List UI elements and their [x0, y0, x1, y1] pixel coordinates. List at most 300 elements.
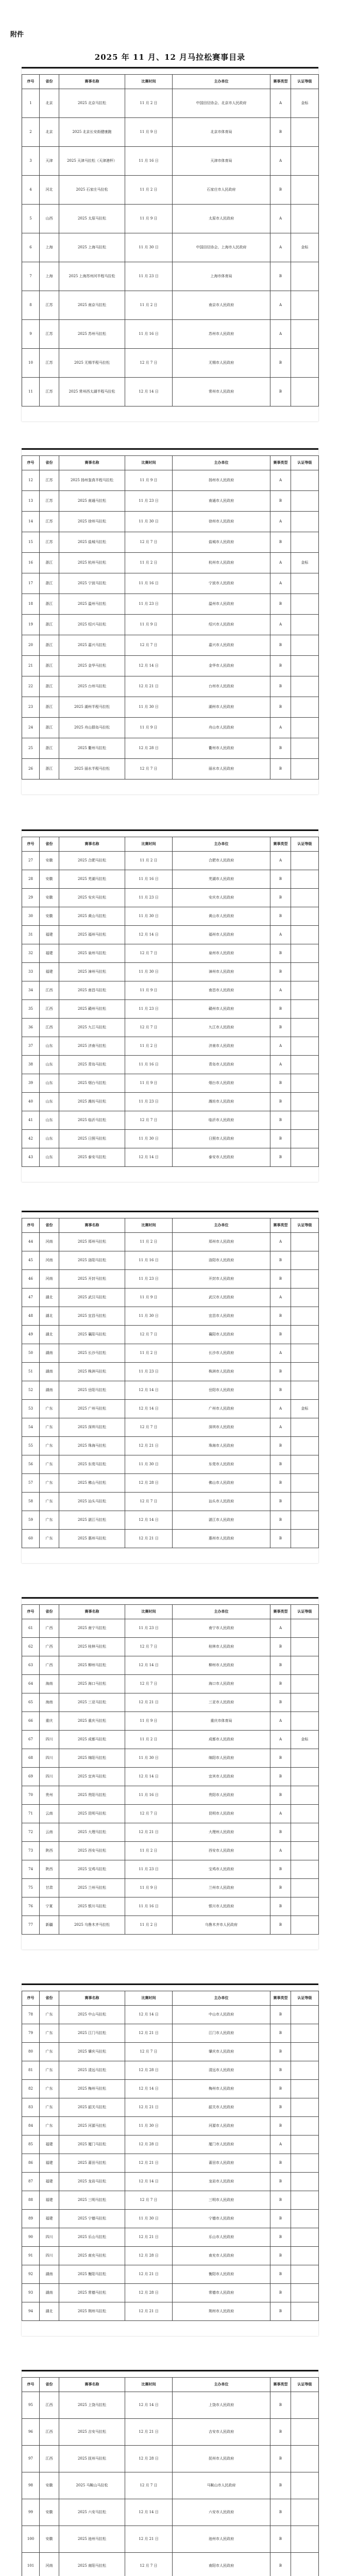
- cell-date: 12 月 7 日: [125, 1805, 173, 1823]
- cell-no: 63: [22, 1656, 40, 1675]
- table-row: [22, 1074, 319, 1093]
- column-header-name: 赛事名称: [59, 1605, 125, 1619]
- cell-no: 12: [22, 470, 40, 491]
- table-row: [22, 2024, 319, 2043]
- cell-date: 11 月 9 日: [125, 470, 173, 491]
- table-row: [22, 2284, 319, 2302]
- cell-level: [291, 1037, 319, 1056]
- page-top-rule: [22, 1984, 318, 1985]
- cell-date: 12 月 28 日: [125, 2446, 173, 2472]
- cell-date: 12 月 14 日: [125, 1656, 173, 1675]
- cell-organizer: 北京市体育局: [173, 118, 270, 147]
- cell-date: 12 月 21 日: [125, 2419, 173, 2446]
- cell-type: B: [270, 2472, 291, 2499]
- cell-province: 福建: [40, 944, 59, 963]
- cell-province: 湖南: [40, 1363, 59, 1381]
- cell-no: 23: [22, 697, 40, 718]
- cell-date: 11 月 23 日: [125, 1619, 173, 1638]
- cell-province: 四川: [40, 2228, 59, 2247]
- cell-province: 江苏: [40, 320, 59, 349]
- cell-level: [291, 2265, 319, 2284]
- cell-no: 59: [22, 1511, 40, 1530]
- cell-organizer: 龙岩市人民政府: [173, 2173, 270, 2191]
- cell-name: 2025 衢州马拉松: [59, 738, 125, 759]
- table-row: [22, 1289, 319, 1307]
- cell-type: B: [270, 656, 291, 676]
- cell-date: 11 月 9 日: [125, 1879, 173, 1897]
- cell-name: 2025 洛阳马拉松: [59, 1251, 125, 1270]
- cell-date: 12 月 7 日: [125, 635, 173, 656]
- cell-type: B: [270, 1879, 291, 1897]
- cell-date: 12 月 14 日: [125, 2006, 173, 2024]
- column-header-level: 认证等级: [291, 75, 319, 89]
- cell-name: 2025 金华马拉松: [59, 656, 125, 676]
- table-row: [22, 1897, 319, 1916]
- cell-organizer: 南京市人民政府: [173, 291, 270, 320]
- table-header-row: [22, 75, 319, 89]
- cell-level: [291, 2024, 319, 2043]
- column-header-type: 赛事类型: [270, 2378, 291, 2392]
- cell-level: [291, 2136, 319, 2154]
- cell-name: 2025 韶关马拉松: [59, 2098, 125, 2117]
- cell-province: 福建: [40, 2210, 59, 2228]
- cell-level: 金标: [291, 1731, 319, 1749]
- cell-level: [291, 1786, 319, 1805]
- table-row: [22, 1111, 319, 1130]
- cell-type: B: [270, 1493, 291, 1511]
- cell-no: 91: [22, 2247, 40, 2265]
- column-header-type: 赛事类型: [270, 75, 291, 89]
- table-row: [22, 1400, 319, 1418]
- cell-province: 安徽: [40, 2499, 59, 2526]
- cell-name: 2025 池州马拉松: [59, 2526, 125, 2553]
- column-header-organizer: 主办单位: [173, 1605, 270, 1619]
- cell-province: 浙江: [40, 718, 59, 738]
- cell-level: [291, 1916, 319, 1935]
- cell-level: [291, 1233, 319, 1251]
- cell-no: 96: [22, 2419, 40, 2446]
- page-top-rule: [22, 1597, 318, 1599]
- cell-type: A: [270, 553, 291, 573]
- cell-level: [291, 738, 319, 759]
- cell-date: 12 月 14 日: [125, 656, 173, 676]
- cell-type: B: [270, 1823, 291, 1842]
- cell-date: 11 月 16 日: [125, 1786, 173, 1805]
- cell-no: 48: [22, 1307, 40, 1326]
- table-row: [22, 1786, 319, 1805]
- cell-province: 江西: [40, 2446, 59, 2472]
- table-row: [22, 2043, 319, 2061]
- cell-organizer: 江门市人民政府: [173, 2024, 270, 2043]
- cell-level: [291, 1768, 319, 1786]
- cell-name: 2025 南宁马拉松: [59, 1619, 125, 1638]
- table-row: [22, 2265, 319, 2284]
- cell-type: A: [270, 573, 291, 594]
- cell-type: B: [270, 1148, 291, 1167]
- cell-province: 江苏: [40, 491, 59, 512]
- cell-name: 2025 珠海马拉松: [59, 1437, 125, 1455]
- cell-province: 甘肃: [40, 1879, 59, 1897]
- column-header-province: 省份: [40, 837, 59, 852]
- cell-name: 2025 梅州马拉松: [59, 2080, 125, 2098]
- cell-province: 云南: [40, 1823, 59, 1842]
- cell-province: 河南: [40, 2553, 59, 2576]
- cell-province: 浙江: [40, 738, 59, 759]
- cell-no: 10: [22, 349, 40, 378]
- cell-province: 广东: [40, 1511, 59, 1530]
- cell-organizer: 湖州市人民政府: [173, 697, 270, 718]
- cell-level: 金标: [291, 89, 319, 118]
- cell-province: 江苏: [40, 349, 59, 378]
- column-header-level: 认证等级: [291, 1605, 319, 1619]
- cell-organizer: 三亚市人民政府: [173, 1693, 270, 1712]
- cell-level: [291, 1693, 319, 1712]
- cell-name: 2025 常德马拉松: [59, 2284, 125, 2302]
- cell-type: B: [270, 1656, 291, 1675]
- column-header-no: 序号: [22, 837, 40, 852]
- cell-organizer: 三明市人民政府: [173, 2191, 270, 2210]
- cell-type: A: [270, 2136, 291, 2154]
- cell-province: 河南: [40, 1251, 59, 1270]
- cell-level: [291, 118, 319, 147]
- cell-organizer: 洛阳市人民政府: [173, 1251, 270, 1270]
- cell-no: 28: [22, 870, 40, 889]
- cell-organizer: 福州市人民政府: [173, 926, 270, 944]
- cell-organizer: 襄阳市人民政府: [173, 1326, 270, 1344]
- cell-level: [291, 262, 319, 291]
- table-row: [22, 147, 319, 176]
- cell-organizer: 清远市人民政府: [173, 2061, 270, 2080]
- cell-no: 44: [22, 1233, 40, 1251]
- cell-no: 39: [22, 1074, 40, 1093]
- cell-no: 65: [22, 1693, 40, 1712]
- cell-type: A: [270, 981, 291, 1000]
- cell-no: 52: [22, 1381, 40, 1400]
- cell-no: 41: [22, 1111, 40, 1130]
- cell-level: [291, 2392, 319, 2419]
- cell-no: 69: [22, 1768, 40, 1786]
- cell-province: 广东: [40, 2006, 59, 2024]
- cell-name: 2025 三明马拉松: [59, 2191, 125, 2210]
- cell-province: 浙江: [40, 676, 59, 697]
- cell-organizer: 衢州市人民政府: [173, 738, 270, 759]
- cell-name: 2025 南通马拉松: [59, 491, 125, 512]
- table-row: [22, 1860, 319, 1879]
- cell-no: 8: [22, 291, 40, 320]
- cell-province: 河北: [40, 176, 59, 205]
- cell-name: 2025 安庆马拉松: [59, 889, 125, 907]
- cell-organizer: 开封市人民政府: [173, 1270, 270, 1289]
- column-header-type: 赛事类型: [270, 456, 291, 470]
- cell-level: [291, 1474, 319, 1493]
- cell-province: 贵州: [40, 1786, 59, 1805]
- table-row: [22, 1381, 319, 1400]
- cell-organizer: 太原市人民政府: [173, 205, 270, 233]
- cell-province: 浙江: [40, 656, 59, 676]
- cell-organizer: 六安市人民政府: [173, 2499, 270, 2526]
- table-row: [22, 1474, 319, 1493]
- cell-level: [291, 1019, 319, 1037]
- cell-type: A: [270, 1344, 291, 1363]
- cell-date: 11 月 30 日: [125, 1130, 173, 1148]
- cell-level: [291, 1712, 319, 1731]
- cell-province: 湖南: [40, 1344, 59, 1363]
- cell-level: 金标: [291, 233, 319, 262]
- cell-date: 11 月 16 日: [125, 573, 173, 594]
- cell-no: 1: [22, 89, 40, 118]
- cell-name: 2025 湖州半程马拉松: [59, 697, 125, 718]
- table-row: [22, 1326, 319, 1344]
- cell-date: 12 月 21 日: [125, 1823, 173, 1842]
- cell-type: B: [270, 2302, 291, 2321]
- cell-no: 42: [22, 1130, 40, 1148]
- cell-organizer: 惠州市人民政府: [173, 1530, 270, 1548]
- cell-name: 2025 汕头马拉松: [59, 1493, 125, 1511]
- column-header-name: 赛事名称: [59, 1991, 125, 2006]
- cell-type: B: [270, 1437, 291, 1455]
- cell-name: 2025 宁德马拉松: [59, 2210, 125, 2228]
- table-row: [22, 512, 319, 532]
- table-row: [22, 981, 319, 1000]
- cell-level: [291, 1148, 319, 1167]
- cell-organizer: 绍兴市人民政府: [173, 615, 270, 635]
- cell-organizer: 莆田市人民政府: [173, 2154, 270, 2173]
- cell-type: B: [270, 378, 291, 406]
- cell-no: 101: [22, 2553, 40, 2576]
- cell-no: 20: [22, 635, 40, 656]
- cell-type: B: [270, 1307, 291, 1326]
- cell-date: 11 月 23 日: [125, 1270, 173, 1289]
- cell-name: 2025 天津马拉松（天津港杯）: [59, 147, 125, 176]
- cell-level: [291, 512, 319, 532]
- column-header-date: 比赛时间: [125, 837, 173, 852]
- cell-level: [291, 1805, 319, 1823]
- cell-organizer: 乐山市人民政府: [173, 2228, 270, 2247]
- cell-no: 57: [22, 1474, 40, 1493]
- cell-no: 82: [22, 2080, 40, 2098]
- table-row: [22, 852, 319, 870]
- cell-province: 福建: [40, 2154, 59, 2173]
- cell-province: 海南: [40, 1693, 59, 1712]
- event-table: [22, 837, 319, 1167]
- cell-type: B: [270, 2419, 291, 2446]
- cell-no: 64: [22, 1675, 40, 1693]
- cell-province: 四川: [40, 1768, 59, 1786]
- page-top-rule: [22, 1211, 318, 1212]
- table-row: [22, 1879, 319, 1897]
- cell-organizer: 泰安市人民政府: [173, 1148, 270, 1167]
- table-row: [22, 205, 319, 233]
- cell-date: 12 月 7 日: [125, 2043, 173, 2061]
- cell-organizer: 杭州市人民政府: [173, 553, 270, 573]
- cell-level: [291, 1418, 319, 1437]
- cell-date: 12 月 21 日: [125, 2154, 173, 2173]
- cell-level: [291, 2043, 319, 2061]
- table-row: [22, 889, 319, 907]
- cell-type: B: [270, 594, 291, 615]
- table-row: [22, 1363, 319, 1381]
- cell-level: [291, 676, 319, 697]
- column-header-level: 认证等级: [291, 1991, 319, 2006]
- cell-type: A: [270, 1842, 291, 1860]
- cell-organizer: 安庆市人民政府: [173, 889, 270, 907]
- cell-no: 43: [22, 1148, 40, 1167]
- cell-organizer: 丽水市人民政府: [173, 759, 270, 779]
- cell-name: 2025 嘉兴马拉松: [59, 635, 125, 656]
- cell-name: 2025 龙岩马拉松: [59, 2173, 125, 2191]
- cell-organizer: 常德市人民政府: [173, 2284, 270, 2302]
- cell-date: 12 月 7 日: [125, 1493, 173, 1511]
- table-row: [22, 118, 319, 147]
- cell-type: B: [270, 1130, 291, 1148]
- cell-no: 78: [22, 2006, 40, 2024]
- cell-organizer: 武汉市人民政府: [173, 1289, 270, 1307]
- cell-organizer: 南宁市人民政府: [173, 1619, 270, 1638]
- column-header-type: 赛事类型: [270, 1991, 291, 2006]
- cell-no: 13: [22, 491, 40, 512]
- table-row: [22, 2553, 319, 2576]
- cell-type: B: [270, 1111, 291, 1130]
- cell-organizer: 马鞍山市人民政府: [173, 2472, 270, 2499]
- cell-date: 11 月 16 日: [125, 870, 173, 889]
- cell-no: 98: [22, 2472, 40, 2499]
- cell-level: [291, 1270, 319, 1289]
- cell-date: 12 月 7 日: [125, 2553, 173, 2576]
- page-top-rule: [22, 829, 318, 831]
- cell-province: 广东: [40, 1530, 59, 1548]
- cell-province: 湖南: [40, 2284, 59, 2302]
- cell-organizer: 荆州市人民政府: [173, 2302, 270, 2321]
- cell-province: 广东: [40, 1474, 59, 1493]
- table-row: [22, 2247, 319, 2265]
- column-header-name: 赛事名称: [59, 1218, 125, 1233]
- cell-name: 2025 清远马拉松: [59, 2061, 125, 2080]
- cell-type: B: [270, 1786, 291, 1805]
- cell-name: 2025 三亚马拉松: [59, 1693, 125, 1712]
- column-header-date: 比赛时间: [125, 75, 173, 89]
- table-row: [22, 738, 319, 759]
- cell-no: 72: [22, 1823, 40, 1842]
- cell-name: 2025 大理马拉松: [59, 1823, 125, 1842]
- cell-date: 12 月 7 日: [125, 532, 173, 553]
- cell-no: 70: [22, 1786, 40, 1805]
- cell-name: 2025 吉安马拉松: [59, 2419, 125, 2446]
- cell-name: 2025 桂林马拉松: [59, 1638, 125, 1656]
- cell-date: 12 月 14 日: [125, 926, 173, 944]
- cell-date: 11 月 30 日: [125, 2210, 173, 2228]
- cell-name: 2025 北京马拉松: [59, 89, 125, 118]
- cell-province: 山东: [40, 1037, 59, 1056]
- cell-province: 湖北: [40, 1326, 59, 1344]
- cell-type: B: [270, 1000, 291, 1019]
- cell-name: 2025 临沂马拉松: [59, 1111, 125, 1130]
- column-header-date: 比赛时间: [125, 1605, 173, 1619]
- cell-name: 2025 襄阳马拉松: [59, 1326, 125, 1344]
- cell-province: 江西: [40, 1019, 59, 1037]
- table-row: [22, 320, 319, 349]
- cell-level: [291, 470, 319, 491]
- cell-level: [291, 2419, 319, 2446]
- column-header-name: 赛事名称: [59, 456, 125, 470]
- cell-organizer: 厦门市人民政府: [173, 2136, 270, 2154]
- cell-organizer: 绵阳市人民政府: [173, 1749, 270, 1768]
- cell-organizer: 南充市人民政府: [173, 2247, 270, 2265]
- cell-name: 2025 上海马拉松: [59, 233, 125, 262]
- cell-type: A: [270, 320, 291, 349]
- cell-date: 12 月 14 日: [125, 2173, 173, 2191]
- cell-organizer: 南通市人民政府: [173, 491, 270, 512]
- cell-name: 2025 佛山马拉松: [59, 1474, 125, 1493]
- table-row: [22, 1437, 319, 1455]
- cell-province: 上海: [40, 262, 59, 291]
- cell-level: [291, 2173, 319, 2191]
- cell-level: [291, 378, 319, 406]
- document-title: 2025 年 11 月、12 月马拉松赛事目录: [94, 53, 246, 62]
- cell-no: 45: [22, 1251, 40, 1270]
- cell-name: 2025 重庆马拉松: [59, 1712, 125, 1731]
- cell-province: 重庆: [40, 1712, 59, 1731]
- cell-level: [291, 2117, 319, 2136]
- cell-province: 陕西: [40, 1842, 59, 1860]
- cell-no: 94: [22, 2302, 40, 2321]
- cell-type: B: [270, 697, 291, 718]
- cell-province: 江西: [40, 2419, 59, 2446]
- column-header-province: 省份: [40, 456, 59, 470]
- cell-type: B: [270, 1860, 291, 1879]
- cell-name: 2025 南充马拉松: [59, 2247, 125, 2265]
- table-row: [22, 2228, 319, 2247]
- cell-name: 2025 江门马拉松: [59, 2024, 125, 2043]
- cell-date: 11 月 23 日: [125, 262, 173, 291]
- table-row: [22, 926, 319, 944]
- cell-no: 80: [22, 2043, 40, 2061]
- table-row: [22, 656, 319, 676]
- cell-type: B: [270, 907, 291, 926]
- table-row: [22, 1823, 319, 1842]
- cell-date: 12 月 28 日: [125, 2284, 173, 2302]
- cell-type: B: [270, 2228, 291, 2247]
- cell-level: [291, 944, 319, 963]
- table-header-row: [22, 1991, 319, 2006]
- cell-type: A: [270, 1289, 291, 1307]
- cell-date: 12 月 7 日: [125, 1418, 173, 1437]
- cell-date: 12 月 7 日: [125, 2472, 173, 2499]
- cell-province: 湖北: [40, 2302, 59, 2321]
- cell-date: 12 月 28 日: [125, 2061, 173, 2080]
- cell-no: 26: [22, 759, 40, 779]
- column-header-no: 序号: [22, 456, 40, 470]
- cell-no: 51: [22, 1363, 40, 1381]
- cell-level: [291, 1074, 319, 1093]
- cell-province: 江苏: [40, 470, 59, 491]
- cell-level: [291, 2191, 319, 2210]
- table-row: [22, 1037, 319, 1056]
- cell-name: 2025 杭州马拉松: [59, 553, 125, 573]
- cell-name: 2025 南阳马拉松: [59, 2553, 125, 2576]
- cell-type: B: [270, 1455, 291, 1474]
- cell-date: 11 月 23 日: [125, 1860, 173, 1879]
- cell-date: 11 月 30 日: [125, 512, 173, 532]
- cell-name: 2025 徐州马拉松: [59, 512, 125, 532]
- cell-name: 2025 九江马拉松: [59, 1019, 125, 1037]
- cell-name: 2025 太原马拉松: [59, 205, 125, 233]
- cell-date: 11 月 9 日: [125, 615, 173, 635]
- cell-no: 87: [22, 2173, 40, 2191]
- document-page: [22, 1211, 318, 1563]
- cell-organizer: 衡阳市人民政府: [173, 2265, 270, 2284]
- cell-date: 12 月 7 日: [125, 944, 173, 963]
- cell-province: 陕西: [40, 1860, 59, 1879]
